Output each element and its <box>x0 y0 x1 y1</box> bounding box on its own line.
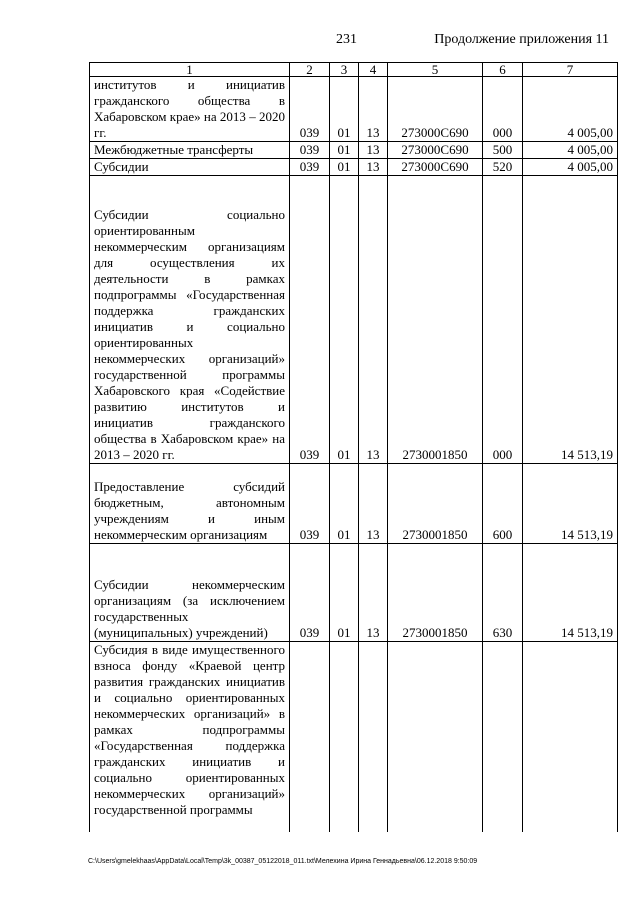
subsection-code: 13 <box>359 464 388 544</box>
column-header: 4 <box>359 63 388 77</box>
page-number: 231 <box>336 32 357 47</box>
target-article-code <box>388 642 483 832</box>
expense-type-code: 520 <box>483 159 523 176</box>
ministry-code: 039 <box>290 159 330 176</box>
row-description: институтов и инициатив гражданского общества в Хабаровском крае» на 2013 – 2020 гг. <box>90 77 290 142</box>
section-code: 01 <box>330 159 359 176</box>
column-header: 3 <box>330 63 359 77</box>
table-row <box>90 544 618 642</box>
table-header-row <box>90 63 618 77</box>
row-description: Субсидия в виде имущественного взноса фонду «Краевой центр развития гражданских инициатив и социально ориентированных некоммерческих организаций» в рамках подпрограммы «Государственная поддержка гражданских инициатив и социально ориентированных некоммерческих организаций» государственной программы <box>90 642 290 832</box>
column-header: 1 <box>90 63 290 77</box>
target-article-code: 273000С690 <box>388 77 483 142</box>
amount <box>523 642 618 832</box>
target-article-code: 273000С690 <box>388 159 483 176</box>
row-description: Межбюджетные трансферты <box>90 142 290 159</box>
section-code: 01 <box>330 544 359 642</box>
expense-type-code: 000 <box>483 176 523 464</box>
table-row <box>90 464 618 544</box>
subsection-code: 13 <box>359 77 388 142</box>
target-article-code: 2730001850 <box>388 464 483 544</box>
subsection-code: 13 <box>359 159 388 176</box>
row-description: Субсидии некоммерческим организациям (за исключением государственных (муниципальных) учреждений) <box>90 544 290 642</box>
subsection-code: 13 <box>359 544 388 642</box>
amount: 4 005,00 <box>523 77 618 142</box>
expense-type-code: 630 <box>483 544 523 642</box>
section-code: 01 <box>330 464 359 544</box>
column-header: 6 <box>483 63 523 77</box>
ministry-code: 039 <box>290 142 330 159</box>
section-code: 01 <box>330 176 359 464</box>
ministry-code: 039 <box>290 464 330 544</box>
row-description: Предоставление субсидий бюджетным, автономным учреждениям и иным некоммерческим организациям <box>90 464 290 544</box>
section-code: 01 <box>330 77 359 142</box>
target-article-code: 2730001850 <box>388 544 483 642</box>
expense-type-code: 600 <box>483 464 523 544</box>
subsection-code <box>359 642 388 832</box>
ministry-code: 039 <box>290 77 330 142</box>
amount: 14 513,19 <box>523 544 618 642</box>
table-row <box>90 642 618 832</box>
ministry-code <box>290 642 330 832</box>
target-article-code: 2730001850 <box>388 176 483 464</box>
column-header: 5 <box>388 63 483 77</box>
continuation-title: Продолжение приложения 11 <box>434 32 609 47</box>
subsection-code: 13 <box>359 176 388 464</box>
table-row <box>90 176 618 464</box>
budget-table <box>89 62 618 832</box>
table-row <box>90 142 618 159</box>
amount: 14 513,19 <box>523 464 618 544</box>
column-header: 7 <box>523 63 618 77</box>
amount: 14 513,19 <box>523 176 618 464</box>
target-article-code: 273000С690 <box>388 142 483 159</box>
ministry-code: 039 <box>290 544 330 642</box>
table-row <box>90 77 618 142</box>
file-path-footer: C:\Users\gmelekhaas\AppData\Local\Temp\3k_00387_05122018_011.txt\Мелехина Ирина Геннадьевна\06.12.2018 9:50:09 <box>88 858 478 865</box>
expense-type-code <box>483 642 523 832</box>
column-header: 2 <box>290 63 330 77</box>
row-description: Субсидии социально ориентированным некоммерческим организациям для осуществления их деятельности в рамках подпрограммы «Государственная поддержка гражданских инициатив и социально ориентированных некоммерческих организаций» государственной программы Хабаровского края «Содействие развитию институтов и инициатив гражданского общества в Хабаровском крае» на 2013 – 2020 гг. <box>90 176 290 464</box>
expense-type-code: 500 <box>483 142 523 159</box>
table-row <box>90 159 618 176</box>
amount: 4 005,00 <box>523 159 618 176</box>
subsection-code: 13 <box>359 142 388 159</box>
expense-type-code: 000 <box>483 77 523 142</box>
ministry-code: 039 <box>290 176 330 464</box>
amount: 4 005,00 <box>523 142 618 159</box>
section-code: 01 <box>330 142 359 159</box>
section-code <box>330 642 359 832</box>
row-description: Субсидии <box>90 159 290 176</box>
